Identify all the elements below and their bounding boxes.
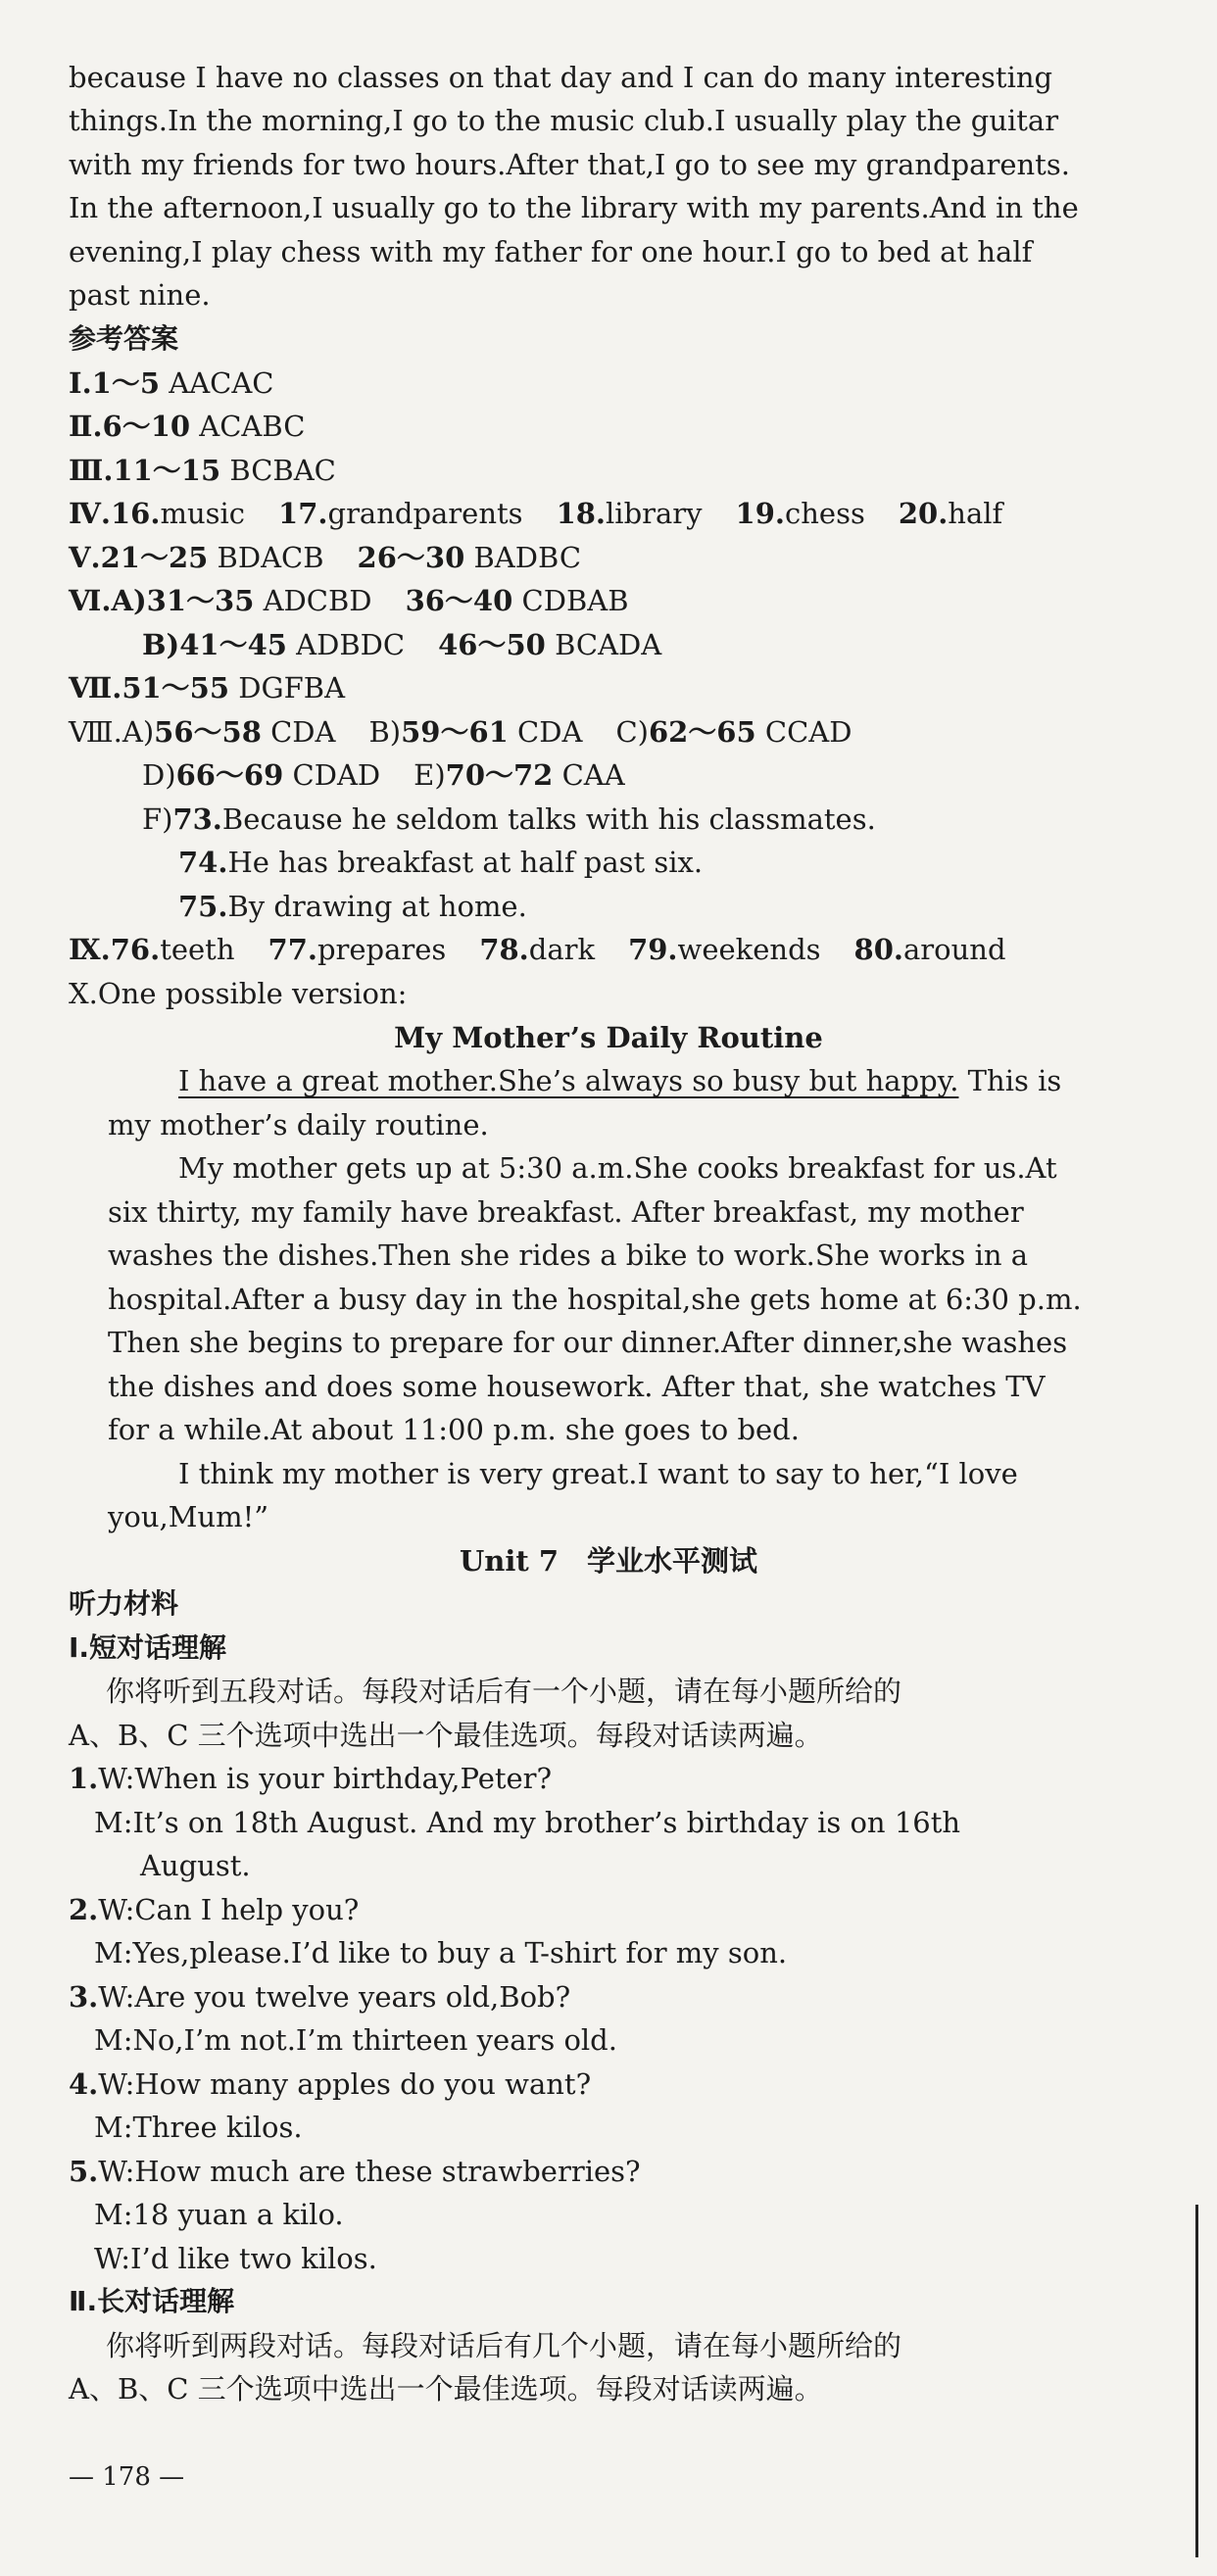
answer-row [69,362,1068,405]
instruction-line: A、B、C 三个选项中选出一个最佳选项。每段对话读两遍。 [69,1719,823,1752]
dialogue-line: M:It’s on 18th August. And my brother’s birthday is on 16th [94,1806,961,1839]
answer-number: 75. [178,890,228,923]
dialogue-line [69,1757,1068,1800]
answer-row [69,666,1068,709]
dialogue-text: W:How many apples do you want? [98,2067,592,2101]
answer-value: CDA [517,715,583,749]
essay-line: the dishes and does some housework. After that, she watches TV [108,1370,1046,1403]
dialogue-line: M:18 yuan a kilo. [94,2198,344,2231]
answer-value: BCADA [555,628,662,661]
binding-edge-line [1195,2205,1198,2557]
essay-title: My Mother’s Daily Routine [394,1021,823,1054]
answer-row [142,623,1142,666]
passage-line: In the afternoon,I usually go to the library with my parents.And in the [69,191,1079,224]
instruction-line: 你将听到两段对话。每段对话后有几个小题，请在每小题所给的 [106,2329,902,2362]
answer-value: music [160,497,246,530]
answer-part: D) [142,758,176,792]
answer-label: B)41～45 [142,628,287,661]
dialogue-text: W:When is your birthday,Peter? [98,1762,553,1795]
page-number: — 178 — [69,2462,185,2492]
essay-line: for a while.At about 11:00 p.m. she goes to bed. [108,1413,800,1446]
answer-row [69,492,1068,535]
answer-number: 80. [853,933,903,966]
answer-row [69,928,1068,971]
dialogue-number: 5. [69,2155,99,2188]
essay-line: Then she begins to prepare for our dinner.After dinner,she washes [108,1326,1068,1359]
answer-row: Ⅹ.One possible version: [69,977,408,1010]
answer-number: 20. [898,497,949,530]
answer-value: CDBAB [521,584,629,617]
answer-row [69,536,1068,579]
answer-number: 79. [628,933,678,966]
answer-value: grandparents [327,497,523,530]
answer-value: CDAD [292,758,381,792]
answer-value: BADBC [473,541,582,574]
answer-label: 26～30 [357,541,465,574]
answer-value: library [606,497,703,530]
answer-value: teeth [160,933,235,966]
answer-number: Ⅳ.16. [69,497,161,530]
answer-number: 17. [278,497,328,530]
answer-row [178,841,1178,884]
answer-value: around [903,933,1006,966]
dialogue-line: W:I’d like two kilos. [94,2242,377,2275]
answer-value: BCBAC [229,454,336,487]
answer-row [142,753,1142,797]
dialogue-text: W:How much are these strawberries? [98,2155,641,2188]
answer-label: 70～72 [445,758,554,792]
passage-line: with my friends for two hours.After that,I go to see my grandparents. [69,148,1070,181]
answer-label: 66～69 [175,758,284,792]
answer-row [142,798,1142,841]
answer-label: 59～61 [401,715,509,749]
answer-row [69,710,1068,753]
answer-part: E) [414,758,446,792]
essay-underlined-sentence: I have a great mother.She’s always so busy but happy. [178,1064,959,1097]
answer-number: 19. [735,497,785,530]
section-title: Ⅱ.长对话理解 [69,2285,235,2317]
essay-line: my mother’s daily routine. [108,1108,489,1142]
answer-label: 62～65 [648,715,756,749]
dialogue-line [69,2150,1068,2193]
answer-value: AACAC [169,366,274,400]
dialogue-number: 3. [69,1980,99,2014]
dialogue-number: 2. [69,1893,99,1926]
dialogue-text: W:Can I help you? [98,1893,360,1926]
answer-value: prepares [316,933,447,966]
dialogue-line [69,2063,1068,2106]
answer-label: Ⅰ.1～5 [69,366,161,400]
answer-part: F) [142,802,173,836]
dialogue-line [69,1888,1068,1931]
essay-line [178,1059,1178,1102]
essay-line: I think my mother is very great.I want to say to her,“I love [178,1457,1018,1490]
answer-row [69,449,1068,492]
essay-line: you,Mum!” [108,1500,269,1533]
answer-value: DGFBA [238,671,346,705]
unit-title: Unit 7 学业水平测试 [459,1544,758,1578]
dialogue-line: M:No,I’m not.I’m thirteen years old. [94,2023,617,2057]
answer-value: ACABC [199,410,306,443]
answer-value: ADCBD [263,584,372,617]
answer-value: half [948,497,1003,530]
answer-value: He has breakfast at half past six. [227,846,704,879]
dialogue-line: M:Three kilos. [94,2111,303,2144]
answer-number: Ⅸ.76. [69,933,161,966]
essay-line: hospital.After a busy day in the hospital,she gets home at 6:30 p.m. [108,1283,1082,1316]
passage-line: past nine. [69,278,211,312]
answer-row [69,579,1068,622]
answer-number: 18. [556,497,607,530]
answer-value: CAA [561,758,625,792]
answer-part: B) [368,715,402,749]
listening-heading: 听力材料 [69,1587,179,1620]
answer-label: Ⅵ.A)31～35 [69,584,255,617]
dialogue-line: August. [140,1849,251,1882]
essay-line: washes the dishes.Then she rides a bike to work.She works in a [108,1239,1029,1272]
answer-label: Ⅱ.6～10 [69,410,191,443]
passage-line: things.In the morning,I go to the music club.I usually play the guitar [69,104,1059,137]
answer-row [69,405,1068,448]
answer-label: 46～50 [438,628,546,661]
answer-row [178,885,1178,928]
passage-line: evening,I play chess with my father for one hour.I go to bed at half [69,235,1033,268]
answer-value: Because he seldom talks with his classmates. [221,802,876,836]
dialogue-number: 4. [69,2067,99,2101]
answer-label: 36～40 [405,584,513,617]
answer-number: 74. [178,846,228,879]
answer-label: Ⅲ.11～15 [69,454,221,487]
instruction-line: A、B、C 三个选项中选出一个最佳选项。每段对话读两遍。 [69,2372,823,2406]
answer-value: weekends [677,933,821,966]
dialogue-text: W:Are you twelve years old,Bob? [98,1980,571,2014]
dialogue-number: 1. [69,1762,99,1795]
passage-line: because I have no classes on that day and I can do many interesting [69,61,1053,94]
answer-value: CDA [270,715,336,749]
answer-number: 77. [268,933,317,966]
dialogue-line: M:Yes,please.I’d like to buy a T-shirt for my son. [94,1936,788,1969]
answer-part: Ⅷ.A) [69,715,155,749]
answer-part: C) [615,715,649,749]
answer-number: 78. [479,933,529,966]
dialogue-line [69,1975,1068,2018]
section-title: Ⅰ.短对话理解 [69,1631,227,1664]
answer-value: By drawing at home. [227,890,527,923]
answer-value: BDACB [217,541,324,574]
answer-value: ADBDC [296,628,406,661]
essay-text: This is [958,1064,1062,1097]
instruction-line: 你将听到五段对话。每段对话后有一个小题，请在每小题所给的 [106,1675,902,1708]
answer-value: dark [528,933,596,966]
essay-line: six thirty, my family have breakfast. After breakfast, my mother [108,1195,1024,1229]
answer-label: 56～58 [154,715,262,749]
answer-number: 73. [172,802,222,836]
answer-value: CCAD [764,715,852,749]
answer-label: Ⅴ.21～25 [69,541,209,574]
answer-label: Ⅶ.51～55 [69,671,230,705]
essay-line: My mother gets up at 5:30 a.m.She cooks breakfast for us.At [178,1151,1057,1185]
answer-value: chess [784,497,865,530]
answers-heading: 参考答案 [69,322,179,355]
